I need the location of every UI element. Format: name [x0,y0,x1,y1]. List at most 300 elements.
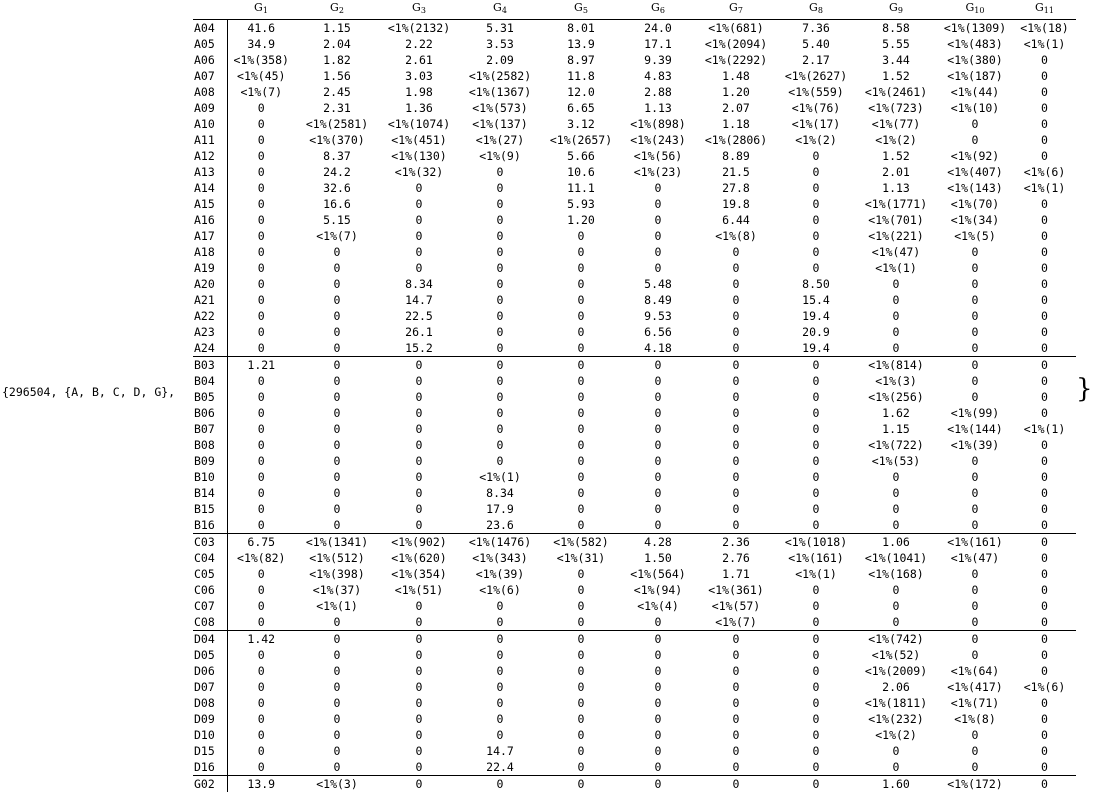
row-label: A10 [193,116,227,132]
table-cell: <1%(2461) [855,84,937,100]
table-cell: 0 [777,695,855,711]
table-cell: 2.04 [295,36,379,52]
table-cell: <1%(742) [855,631,937,648]
table-cell: <1%(2581) [295,116,379,132]
table-cell: 0 [855,340,937,357]
table-cell: <1%(221) [855,228,937,244]
table-cell: 0 [227,180,295,196]
table-cell: 0 [541,453,621,469]
column-header [855,0,937,20]
table-cell: 0 [541,647,621,663]
table-row [193,52,1076,68]
table-cell: 2.45 [295,84,379,100]
table-row [193,132,1076,148]
table-cell: 0 [1013,582,1076,598]
row-label: A13 [193,164,227,180]
table-cell: 0 [379,631,459,648]
table-cell: 32.6 [295,180,379,196]
table-cell: 1.20 [541,212,621,228]
table-cell: 9.53 [621,308,695,324]
table-cell: <1%(57) [695,598,777,614]
table-cell: 0 [227,727,295,743]
table-cell: 0 [777,453,855,469]
table-cell: 3.44 [855,52,937,68]
table-cell: 0 [1013,743,1076,759]
table-cell: 0 [379,743,459,759]
table-cell: 0 [695,373,777,389]
table-cell: <1%(243) [621,132,695,148]
table-cell: 0 [621,228,695,244]
table-cell: 22.5 [379,308,459,324]
table-cell: <1%(559) [777,84,855,100]
table-cell: <1%(7) [227,84,295,100]
table-cell: 0 [937,759,1013,776]
table-cell: 15.4 [777,292,855,308]
table-cell: 0 [459,421,541,437]
table-cell: <1%(1341) [295,534,379,551]
table-cell: <1%(1309) [937,20,1013,37]
row-label: A05 [193,36,227,52]
table-cell: 0 [379,437,459,453]
table-cell: 0 [541,727,621,743]
table-cell: 0 [855,582,937,598]
table-cell: 2.31 [295,100,379,116]
row-label: B14 [193,485,227,501]
column-header-subscript: 8 [818,6,823,15]
table-row [193,36,1076,52]
table-cell: 2.17 [777,52,855,68]
column-header-subscript: 3 [421,6,426,15]
table-cell: 0 [295,614,379,631]
table-cell: 0 [541,598,621,614]
table-cell: 0 [621,663,695,679]
table-row [193,276,1076,292]
table-cell: 0 [937,647,1013,663]
table-cell: 0 [459,292,541,308]
table-cell: 3.53 [459,36,541,52]
table-cell: <1%(1041) [855,550,937,566]
table-cell: 24.0 [621,20,695,37]
table-cell: <1%(18) [1013,20,1076,37]
table-cell: 6.44 [695,212,777,228]
table-cell: 0 [379,727,459,743]
table-cell: <1%(44) [937,84,1013,100]
table-cell: 0 [379,517,459,534]
table-cell: <1%(37) [295,582,379,598]
table-cell: 0 [379,647,459,663]
table-cell: <1%(8) [695,228,777,244]
table-cell: <1%(1) [1013,421,1076,437]
table-row [193,566,1076,582]
table-cell: 0 [459,276,541,292]
table-cell: 0 [541,469,621,485]
table-cell: 0 [621,244,695,260]
table-cell: 0 [937,598,1013,614]
table-row [193,84,1076,100]
table-cell: 2.61 [379,52,459,68]
table-cell: 0 [295,501,379,517]
row-label: D15 [193,743,227,759]
table-cell: <1%(39) [937,437,1013,453]
table-cell: 3.03 [379,68,459,84]
table-cell: 0 [621,357,695,374]
table-cell: <1%(76) [777,100,855,116]
table-cell: 0 [777,469,855,485]
table-cell: 19.4 [777,308,855,324]
table-cell: <1%(6) [1013,164,1076,180]
header-corner [193,0,227,20]
table-cell: 0 [379,695,459,711]
row-label: A17 [193,228,227,244]
table-cell: <1%(47) [937,550,1013,566]
table-cell: 0 [621,776,695,792]
table-cell: 0 [695,260,777,276]
table-cell: 0 [621,260,695,276]
column-header-subscript: 5 [583,6,588,15]
column-header-letter: G [1035,1,1044,14]
row-label: A04 [193,20,227,37]
table-cell: 0 [227,340,295,357]
table-cell: <1%(52) [855,647,937,663]
table-row [193,421,1076,437]
table-cell: 0 [459,679,541,695]
table-cell: 0 [541,308,621,324]
row-label: B05 [193,389,227,405]
table-cell: 0 [1013,647,1076,663]
table-row [193,244,1076,260]
table-cell: 1.20 [695,84,777,100]
table-cell: 0 [937,469,1013,485]
table-cell: 0 [855,598,937,614]
row-label: C05 [193,566,227,582]
table-cell: 0 [695,276,777,292]
table-cell: 1.48 [695,68,777,84]
table-cell: 0 [227,164,295,180]
table-cell: <1%(4) [621,598,695,614]
table-row [193,663,1076,679]
table-cell: 0 [1013,695,1076,711]
row-label: A20 [193,276,227,292]
table-cell: 0 [937,582,1013,598]
column-header [777,0,855,20]
table-cell: 0 [295,485,379,501]
table-row [193,308,1076,324]
table-cell: 8.97 [541,52,621,68]
table-cell: 0 [777,164,855,180]
table-cell: 2.01 [855,164,937,180]
table-cell: <1%(56) [621,148,695,164]
table-cell: 8.34 [459,485,541,501]
table-cell: <1%(23) [621,164,695,180]
table-cell: <1%(34) [937,212,1013,228]
table-cell: 8.37 [295,148,379,164]
table-cell: 7.36 [777,20,855,37]
table-cell: 1.82 [295,52,379,68]
table-cell: 0 [1013,340,1076,357]
table-cell: 0 [621,727,695,743]
table-cell: 0 [777,485,855,501]
table-cell: 0 [227,324,295,340]
table-cell: 5.48 [621,276,695,292]
table-cell: <1%(2582) [459,68,541,84]
table-cell: 0 [937,324,1013,340]
table-cell: 0 [295,389,379,405]
table-cell: 0 [1013,469,1076,485]
table-cell: 0 [459,228,541,244]
table-cell: 0 [227,647,295,663]
table-cell: 0 [937,340,1013,357]
table-cell: 14.7 [459,743,541,759]
table-row [193,180,1076,196]
table-cell: 1.42 [227,631,295,648]
table-cell: 0 [1013,196,1076,212]
table-cell: 0 [459,180,541,196]
table-cell: 0 [459,357,541,374]
table-cell: 0 [227,100,295,116]
table-cell: 0 [1013,631,1076,648]
table-cell: 5.55 [855,36,937,52]
table-row [193,534,1076,551]
table-cell: 23.6 [459,517,541,534]
table-cell: 0 [541,292,621,308]
table-cell: 0 [937,389,1013,405]
table-cell: 2.88 [621,84,695,100]
table-cell: 0 [1013,292,1076,308]
table-cell: 0 [695,405,777,421]
table-cell: <1%(2292) [695,52,777,68]
table-cell: 0 [227,517,295,534]
table-cell: <1%(187) [937,68,1013,84]
table-cell: 0 [1013,437,1076,453]
table-row [193,695,1076,711]
table-cell: 0 [1013,148,1076,164]
row-label: A08 [193,84,227,100]
table-cell: 0 [227,212,295,228]
table-cell: 0 [937,501,1013,517]
table-cell: 0 [459,647,541,663]
table-cell: 0 [777,148,855,164]
table-cell: 2.06 [855,679,937,695]
table-cell: <1%(1074) [379,116,459,132]
table-cell: 2.07 [695,100,777,116]
table-cell: <1%(161) [937,534,1013,551]
table-cell: 0 [227,132,295,148]
table-cell: 0 [855,485,937,501]
table-cell: <1%(94) [621,582,695,598]
table-row [193,598,1076,614]
table-cell: <1%(722) [855,437,937,453]
table-cell: 5.93 [541,196,621,212]
table-cell: 0 [1013,52,1076,68]
table-cell: 1.71 [695,566,777,582]
row-label: A12 [193,148,227,164]
table-cell: 0 [855,292,937,308]
table-cell: <1%(512) [295,550,379,566]
table-cell: 0 [937,485,1013,501]
table-cell: 0 [459,711,541,727]
table-cell: 0 [541,276,621,292]
table-row [193,631,1076,648]
table-row [193,437,1076,453]
table-cell: <1%(2627) [777,68,855,84]
table-cell: <1%(582) [541,534,621,551]
table-cell: 0 [459,373,541,389]
table-cell: 0 [777,614,855,631]
column-header-letter: G [412,1,421,14]
row-label: A22 [193,308,227,324]
table-cell: <1%(1476) [459,534,541,551]
table-cell: <1%(1018) [777,534,855,551]
table-cell: 0 [937,308,1013,324]
table-cell: <1%(343) [459,550,541,566]
table-row [193,100,1076,116]
row-label: A14 [193,180,227,196]
table-cell: 0 [227,695,295,711]
table-cell: 4.83 [621,68,695,84]
table-cell: <1%(380) [937,52,1013,68]
column-header-subscript: 4 [502,6,507,15]
table-cell: 1.62 [855,405,937,421]
row-label: D09 [193,711,227,727]
table-row [193,20,1076,37]
table-cell: 1.13 [621,100,695,116]
row-label: A24 [193,340,227,357]
table-cell: <1%(3) [855,373,937,389]
table-cell: 9.39 [621,52,695,68]
table-cell: 0 [937,614,1013,631]
table-cell: 0 [459,598,541,614]
column-header-subscript: 9 [898,6,903,15]
column-header-subscript: 6 [660,6,665,15]
table-cell: 0 [621,212,695,228]
table-cell: 0 [379,228,459,244]
table-cell: 0 [295,759,379,776]
table-cell: 0 [379,357,459,374]
table-cell: <1%(5) [937,228,1013,244]
table-cell: 13.9 [541,36,621,52]
table-cell: 0 [295,453,379,469]
table-row [193,647,1076,663]
table-cell: 0 [1013,566,1076,582]
row-label: D10 [193,727,227,743]
table-cell: 1.18 [695,116,777,132]
row-label: D07 [193,679,227,695]
table-cell: <1%(898) [621,116,695,132]
table-cell: <1%(161) [777,550,855,566]
table-cell: 0 [1013,228,1076,244]
row-label: B09 [193,453,227,469]
table-cell: 0 [459,727,541,743]
table-cell: <1%(902) [379,534,459,551]
table-cell: 0 [227,260,295,276]
table-cell: 0 [855,614,937,631]
table-cell: 0 [695,389,777,405]
table-row [193,260,1076,276]
table-cell: 0 [379,469,459,485]
table-cell: 4.28 [621,534,695,551]
table-cell: 0 [621,711,695,727]
table-cell: 0 [621,180,695,196]
table-cell: 0 [379,373,459,389]
table-cell: 0 [541,437,621,453]
table-cell: <1%(47) [855,244,937,260]
table-row [193,727,1076,743]
table-cell: 0 [621,679,695,695]
table-cell: <1%(9) [459,148,541,164]
table-cell: 0 [777,180,855,196]
header-row [193,0,1076,20]
table-cell: 0 [541,357,621,374]
table-cell: 1.21 [227,357,295,374]
table-cell: 0 [541,244,621,260]
table-cell: <1%(573) [459,100,541,116]
table-cell: 0 [855,517,937,534]
table-cell: 0 [695,340,777,357]
table-cell: 0 [379,614,459,631]
table-cell: 0 [379,389,459,405]
row-label: A23 [193,324,227,340]
table-cell: 0 [621,743,695,759]
table-cell: 0 [777,228,855,244]
table-cell: 0 [1013,308,1076,324]
table-cell: <1%(17) [777,116,855,132]
table-cell: 0 [295,405,379,421]
column-header [295,0,379,20]
table-cell: <1%(144) [937,421,1013,437]
table-row [193,614,1076,631]
table-cell: 0 [459,324,541,340]
table-cell: 0 [621,389,695,405]
column-header-subscript: 11 [1044,6,1054,15]
table-cell: <1%(99) [937,405,1013,421]
table-cell: 0 [379,485,459,501]
table-cell: 0 [937,631,1013,648]
table-cell: 0 [1013,501,1076,517]
table-cell: 0 [777,373,855,389]
table-cell: 0 [459,340,541,357]
table-cell: 0 [777,727,855,743]
table-cell: <1%(2) [777,132,855,148]
table-cell: 0 [1013,84,1076,100]
table-cell: <1%(701) [855,212,937,228]
column-header-letter: G [966,1,975,14]
table-cell: 0 [621,631,695,648]
table-cell: 0 [1013,453,1076,469]
row-label: C04 [193,550,227,566]
table-cell: 0 [695,357,777,374]
table-cell: <1%(681) [695,20,777,37]
table-cell: 0 [295,292,379,308]
table-cell: 0 [855,469,937,485]
table-cell: 0 [227,501,295,517]
table-cell: 0 [621,405,695,421]
table-cell: 0 [621,373,695,389]
table-row [193,711,1076,727]
table-cell: 0 [459,260,541,276]
table-row [193,228,1076,244]
table-cell: 0 [1013,132,1076,148]
table-cell: 0 [541,711,621,727]
table-cell: 0 [695,244,777,260]
table-cell: 6.65 [541,100,621,116]
table-cell: 0 [295,260,379,276]
table-cell: 0 [459,631,541,648]
row-label: A07 [193,68,227,84]
table-cell: 0 [855,759,937,776]
table-cell: 0 [541,679,621,695]
table-cell: 0 [695,485,777,501]
table-cell: <1%(32) [379,164,459,180]
